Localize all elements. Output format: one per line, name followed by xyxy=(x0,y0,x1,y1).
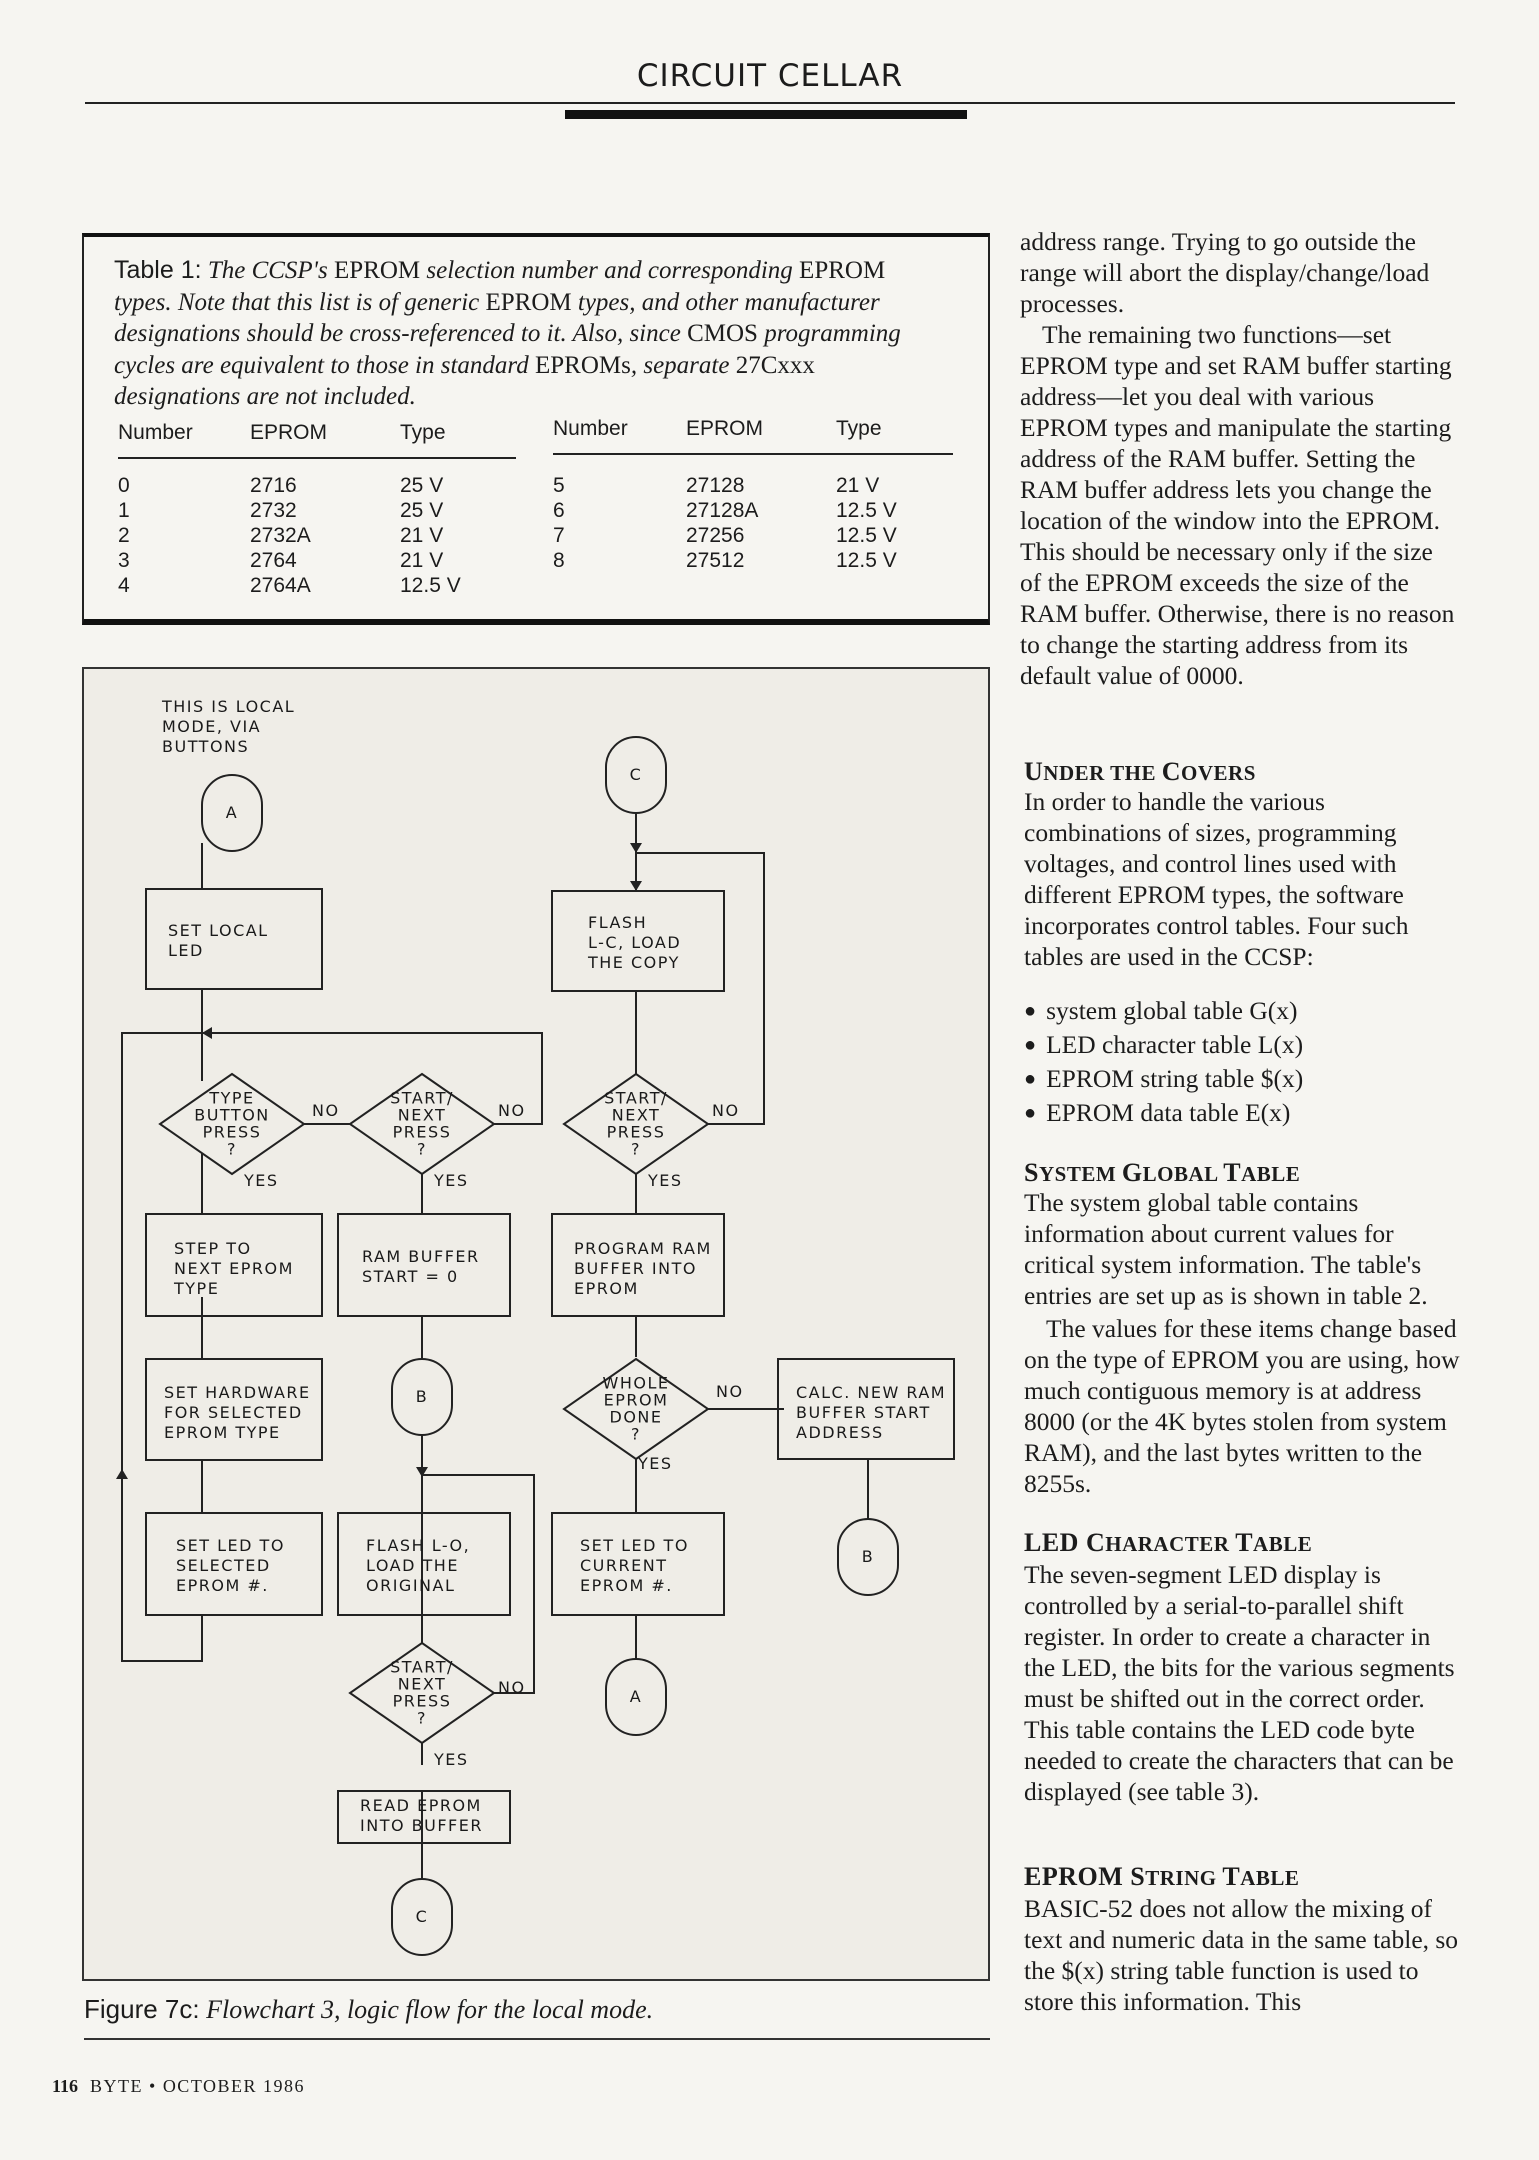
paragraph-eprom-string: BASIC-52 does not allow the mixing of text and numeric data in the same table, so the $(x) string table function is used to store this information. This xyxy=(1024,1894,1459,2016)
paragraph-control-tables: In order to handle the various combinations of sizes, programming voltages, and control lines used with different EPROM types, the software incorporates control tables. Four such tables are used in the CCSP: xyxy=(1024,787,1409,971)
box-set-led-selected-label: EPROM #. xyxy=(176,1576,269,1595)
table-1-caption xyxy=(114,255,934,413)
box-calc-new-ram-label: BUFFER START xyxy=(796,1403,931,1422)
table-cell: 12.5 V xyxy=(836,499,897,522)
table-header-number: Number xyxy=(118,421,193,444)
caption-fragment: , separate xyxy=(630,351,736,379)
flowchart-note: THIS IS LOCAL xyxy=(162,697,296,716)
list-item: ● EPROM data table E(x) xyxy=(1024,1097,1303,1131)
no-label: NO xyxy=(712,1101,740,1120)
no-label: NO xyxy=(312,1101,340,1120)
table-1-label: Table 1: xyxy=(114,256,202,284)
diamond-start-next-1-label: ? xyxy=(417,1139,427,1159)
figure-caption xyxy=(84,1994,653,2025)
paragraph-system-global: The system global table contains information about current values for critical system information. The table's entries are set up as is shown in table 2. xyxy=(1024,1188,1428,1310)
table-cell: 27256 xyxy=(686,524,745,547)
table-cell: 3 xyxy=(118,549,130,572)
connector-c-top-label: C xyxy=(629,765,643,784)
box-set-hardware-label: FOR SELECTED xyxy=(164,1403,303,1422)
table-cell: 25 V xyxy=(400,474,444,497)
page-number: 116 xyxy=(52,2076,79,2096)
diamond-start-next-3-label: START/ xyxy=(390,1657,454,1677)
paragraph-remaining-functions: The remaining two functions—set EPROM type and set RAM buffer starting address—let you deal with various EPROM types and manipulate the starting address of the RAM buffer. Setting the RAM buffer address lets you change the location of the window into the EPROM. This should be necessary only if the size of the EPROM exceeds the size of the RAM buffer. Otherwise, there is no reason to change the starting address from its default value of 0000. xyxy=(1020,320,1455,690)
box-flash-lo-label: FLASH L-O, xyxy=(366,1536,471,1555)
table-cell: 27512 xyxy=(686,549,745,572)
table-cell: 25 V xyxy=(400,499,444,522)
table-cell: 1 xyxy=(118,499,130,522)
box-flash-lc-label: THE COPY xyxy=(588,953,680,972)
caption-fragment: EPROM xyxy=(799,257,886,284)
caption-fragment: selection number and corresponding xyxy=(420,257,800,284)
table-cell: 27128 xyxy=(686,474,745,497)
box-ram-buffer-start-label: RAM BUFFER xyxy=(362,1247,480,1266)
table-cell: 2 xyxy=(118,524,130,547)
table-list xyxy=(1024,995,1303,1131)
table-cell: 4 xyxy=(118,574,130,597)
table-cell: 2732 xyxy=(250,499,297,522)
diamond-type-button-label: ? xyxy=(227,1139,237,1159)
connector-a-top-label: A xyxy=(225,803,239,822)
box-program-ram-label: EPROM xyxy=(574,1279,639,1298)
box-step-next-eprom-label: TYPE xyxy=(174,1279,220,1298)
diamond-start-next-1-label: PRESS xyxy=(392,1122,452,1142)
caption-fragment: designations are not included. xyxy=(114,383,416,410)
flowchart-note: MODE, VIA xyxy=(162,717,262,736)
table-cell: 5 xyxy=(553,474,565,497)
footer-text: BYTE • OCTOBER 1986 xyxy=(90,2076,305,2096)
caption-fragment: EPROMs xyxy=(534,351,631,379)
diamond-start-next-3-label: PRESS xyxy=(392,1691,452,1711)
caption-fragment: types. Note that this list is of generic xyxy=(114,288,486,316)
table-header-type: Type xyxy=(400,421,446,444)
yes-label: YES xyxy=(244,1171,279,1190)
diamond-start-next-1-label: START/ xyxy=(390,1088,454,1108)
box-set-hardware-label: SET HARDWARE xyxy=(164,1383,311,1402)
table-header-type: Type xyxy=(836,417,882,440)
figure-7c xyxy=(82,667,990,1981)
table-cell: 21 V xyxy=(400,549,444,572)
table-cell: 21 V xyxy=(400,524,444,547)
flowchart-shapes xyxy=(116,737,954,1955)
box-set-led-selected-label: SELECTED xyxy=(176,1556,271,1575)
diamond-start-next-3-label: ? xyxy=(417,1708,427,1728)
figure-caption-label: Figure 7c: xyxy=(84,1994,200,2024)
diamond-start-next-2-label: NEXT xyxy=(611,1105,661,1125)
paragraph-address-range: address range. Trying to go outside the range will abort the display/change/load processes. xyxy=(1020,227,1430,318)
no-label: NO xyxy=(498,1678,526,1697)
diamond-start-next-3-label: NEXT xyxy=(397,1674,447,1694)
caption-fragment: types, and other manufacturer designations should be cross-referenced to it. Also, since xyxy=(114,288,880,347)
yes-label: YES xyxy=(434,1171,469,1190)
table-cell: 2716 xyxy=(250,474,297,497)
table-header-number: Number xyxy=(553,417,628,440)
box-step-next-eprom-label: STEP TO xyxy=(174,1239,252,1258)
box-flash-lo-label: ORIGINAL xyxy=(366,1576,456,1595)
connector-a-bottom-label: A xyxy=(629,1687,643,1706)
table-header-eprom: EPROM xyxy=(686,417,764,440)
diamond-whole-eprom-done-label: DONE xyxy=(609,1407,663,1427)
box-calc-new-ram-label: ADDRESS xyxy=(796,1423,884,1442)
table-cell: 0 xyxy=(118,474,130,497)
figure-rule xyxy=(84,2038,990,2040)
flow-arrow xyxy=(202,1027,212,1039)
diamond-start-next-1-label: NEXT xyxy=(397,1105,447,1125)
box-read-eprom-label: READ EPROM xyxy=(360,1796,482,1815)
figure-caption-text: Flowchart 3, logic flow for the local mode. xyxy=(199,1995,654,2024)
diamond-whole-eprom-done-label: EPROM xyxy=(603,1390,669,1410)
diamond-type-button-label: PRESS xyxy=(202,1122,262,1142)
header-rule xyxy=(85,102,1455,104)
table-cell: 8 xyxy=(553,549,565,572)
table-header-rule xyxy=(118,457,516,459)
flowchart-lines xyxy=(122,747,868,1879)
yes-label: YES xyxy=(648,1171,683,1190)
list-item: ● LED character table L(x) xyxy=(1024,1029,1303,1063)
box-set-local-led-label: SET LOCAL xyxy=(168,921,269,940)
box-program-ram-label: BUFFER INTO xyxy=(574,1259,697,1278)
table-cell: 12.5 V xyxy=(836,524,897,547)
table-cell: 21 V xyxy=(836,474,880,497)
diamond-start-next-2-label: START/ xyxy=(604,1088,668,1108)
table-header-eprom: EPROM xyxy=(250,421,328,444)
box-read-eprom-label: INTO BUFFER xyxy=(360,1816,483,1835)
diamond-whole-eprom-done-label: ? xyxy=(631,1424,641,1444)
heading-led-character-table: LED CHARACTER TABLE xyxy=(1024,1528,1313,1557)
heading-under-the-covers: UNDER THE COVERS xyxy=(1024,757,1256,786)
caption-fragment: programming cycles are equivalent to those in standard xyxy=(114,320,901,379)
flow-arrow xyxy=(116,1469,128,1479)
page-footer xyxy=(52,2076,305,2097)
yes-label: YES xyxy=(638,1454,673,1473)
no-label: NO xyxy=(498,1101,526,1120)
table-cell: 12.5 V xyxy=(836,549,897,572)
diamond-start-next-2-label: ? xyxy=(631,1139,641,1159)
list-item: ● EPROM string table $(x) xyxy=(1024,1063,1303,1097)
running-header: CIRCUIT CELLAR xyxy=(636,58,904,94)
header-bar xyxy=(565,110,967,119)
diamond-type-button-label: BUTTON xyxy=(194,1105,270,1125)
caption-fragment: EPROM xyxy=(334,257,421,284)
box-set-led-selected-label: SET LED TO xyxy=(176,1536,285,1555)
box-set-led-current-label: SET LED TO xyxy=(580,1536,689,1555)
caption-fragment: CMOS xyxy=(687,320,758,347)
list-item: ● system global table G(x) xyxy=(1024,995,1303,1029)
paragraph-led-character: The seven-segment LED display is controlled by a serial-to-parallel shift register. In order to create a character in the LED, the bits for the various segments must be shifted out in the correct order. This table contains the LED code byte needed to create the characters that can be displayed (see table 3). xyxy=(1024,1560,1455,1806)
diamond-start-next-2-label: PRESS xyxy=(606,1122,666,1142)
box-set-led-current-label: EPROM #. xyxy=(580,1576,673,1595)
table-header-rule xyxy=(553,453,953,455)
connector-c-bottom-label: C xyxy=(415,1907,429,1926)
table-cell: 12.5 V xyxy=(400,574,461,597)
connector-b-mid-label: B xyxy=(415,1387,429,1406)
box-flash-lo-label: LOAD THE xyxy=(366,1556,459,1575)
table-1-caption-text xyxy=(114,257,901,410)
flow-line xyxy=(636,853,764,1124)
table-cell: 27128A xyxy=(686,499,759,522)
heading-system-global-table: SYSTEM GLOBAL TABLE xyxy=(1024,1158,1301,1187)
box-ram-buffer-start-label: START = 0 xyxy=(362,1267,459,1286)
box-flash-lc-label: FLASH xyxy=(588,913,648,932)
table-cell: 2764A xyxy=(250,574,311,597)
box-flash-lc-label: L-C, LOAD xyxy=(588,933,682,952)
diamond-type-button-label: TYPE xyxy=(209,1088,255,1108)
box-step-next-eprom-label: NEXT EPROM xyxy=(174,1259,294,1278)
box-set-led-current-label: CURRENT xyxy=(580,1556,668,1575)
box-program-ram-label: PROGRAM RAM xyxy=(574,1239,712,1258)
box-calc-new-ram-label: CALC. NEW RAM xyxy=(796,1383,947,1402)
flowchart-labels xyxy=(161,697,946,1926)
flowchart xyxy=(84,669,988,1979)
heading-eprom-string-table: EPROM STRING TABLE xyxy=(1024,1862,1300,1891)
box-set-hardware-label: EPROM TYPE xyxy=(164,1423,281,1442)
yes-label: YES xyxy=(434,1750,469,1769)
paragraph-values-change: The values for these items change based on the type of EPROM you are using, how much contiguous memory is at address 8000 (or the 4K bytes stolen from system RAM), and the last bytes written to the 8255s. xyxy=(1024,1314,1460,1498)
caption-fragment: The CCSP's xyxy=(201,257,335,284)
table-cell: 2732A xyxy=(250,524,311,547)
caption-fragment: 27Cxxx xyxy=(735,351,815,379)
connector-b-right-label: B xyxy=(861,1547,875,1566)
table-cell: 2764 xyxy=(250,549,297,572)
diamond-whole-eprom-done-label: WHOLE xyxy=(602,1373,670,1393)
caption-fragment: EPROM xyxy=(485,288,572,316)
box-set-local-led-label: LED xyxy=(168,941,204,960)
table-cell: 7 xyxy=(553,524,565,547)
table-cell: 6 xyxy=(553,499,565,522)
flow-arrow xyxy=(630,843,642,853)
flow-arrow xyxy=(630,881,642,891)
flowchart-note: BUTTONS xyxy=(162,737,250,756)
no-label: NO xyxy=(716,1382,744,1401)
